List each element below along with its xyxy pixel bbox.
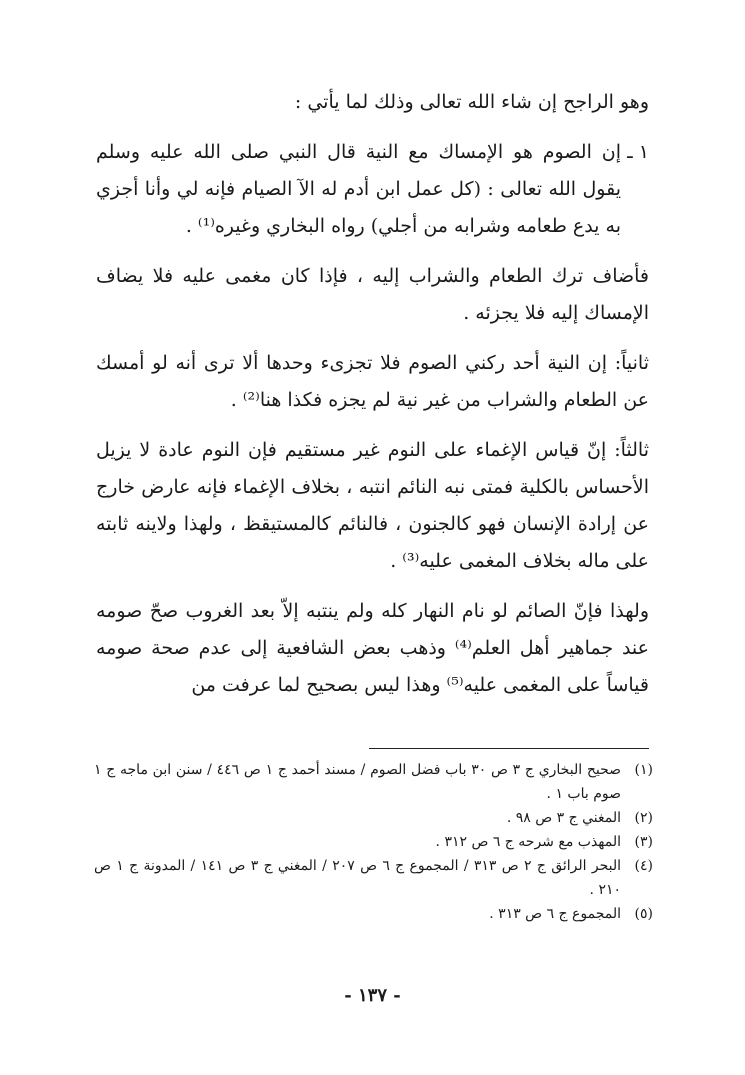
footnote-number: (٣): [634, 834, 653, 850]
footnote-2: [94, 806, 653, 830]
footnote-text: المجموع ج ٦ ص ٣١٣ .: [489, 906, 621, 922]
footnote-text: المغني ج ٣ ص ٩٨ .: [506, 810, 621, 826]
item-text: إن الصوم هو الإمساك مع النية قال النبي صلى الله عليه وسلم يقول الله تعالى : (كل عمل ابن أدم له الآ الصيام فإنه لي وأنا أجزي به يدع طعامه وشرابه من أجلي) رواه البخاري وغيره⁽¹⁾ .: [96, 141, 621, 237]
footnotes: [94, 758, 653, 926]
intro-line: وهو الراجح إن شاء الله تعالى وذلك لما يأتي :: [294, 91, 649, 113]
footnote-number: (٤): [634, 858, 653, 874]
item-number: ١ ـ: [627, 141, 649, 163]
footnote-text: البحر الرائق ج ٢ ص ٣١٣ / المجموع ج ٦ ص ٢٠٧ / المغني ج ٣ ص ١٤١ / المدونة ج ١ ص ٢١٠ .: [94, 858, 622, 898]
footnote-5: [94, 902, 653, 926]
paragraph-1: فأضاف ترك الطعام والشراب إليه ، فإذا كان مغمى عليه فلا يضاف الإمساك إليه فلا يجزئه .: [96, 265, 649, 324]
footnote-3: [94, 830, 653, 854]
main-text: [96, 84, 649, 717]
footnote-4: [94, 854, 653, 902]
paragraph-2: ثانياً: إن النية أحد ركني الصوم فلا تجزىء وحدها ألا ترى أنه لو أمسك عن الطعام والشراب من غير نية لم يجزه فكذا هنا⁽²⁾ .: [96, 352, 649, 411]
footnote-number: (٢): [634, 810, 653, 826]
footnote-text: صحيح البخاري ج ٣ ص ٣٠ باب فضل الصوم / مسند أحمد ج ١ ص ٤٤٦ / سنن ابن ماجه ج ١ صوم باب ١ .: [94, 762, 622, 802]
footnote-separator: [369, 748, 649, 749]
page-number: - ١٣٧ -: [344, 985, 401, 1006]
footnote-number: (٥): [634, 906, 653, 922]
paragraph-3: ثالثاً: إنّ قياس الإغماء على النوم غير مستقيم فإن النوم عادة لا يزيل الأحساس بالكلية فمتى نبه النائم انتبه ، بخلاف الإغماء فإنه عارض خارج عن إرادة الإنسان فهو كالجنون ، فالنائم كالمستيقظ ، ولهذا ولاينه ثابته على ماله بخلاف المغمى عليه⁽³⁾ .: [96, 439, 649, 572]
paragraph-4: ولهذا فإنّ الصائم لو نام النهار كله ولم ينتبه إلاّ بعد الغروب صحّ صومه عند جماهير أهل العلم⁽⁴⁾ وذهب بعض الشافعية إلى عدم صحة صومه قياساً على المغمى عليه⁽⁵⁾ وهذا ليس بصحيح لما عرفت من: [96, 600, 649, 696]
footnote-number: (١): [634, 762, 653, 778]
footnote-text: المهذب مع شرحه ج ٦ ص ٣١٢ .: [435, 834, 621, 850]
footnote-1: [94, 758, 653, 806]
numbered-item-1: [96, 134, 649, 245]
